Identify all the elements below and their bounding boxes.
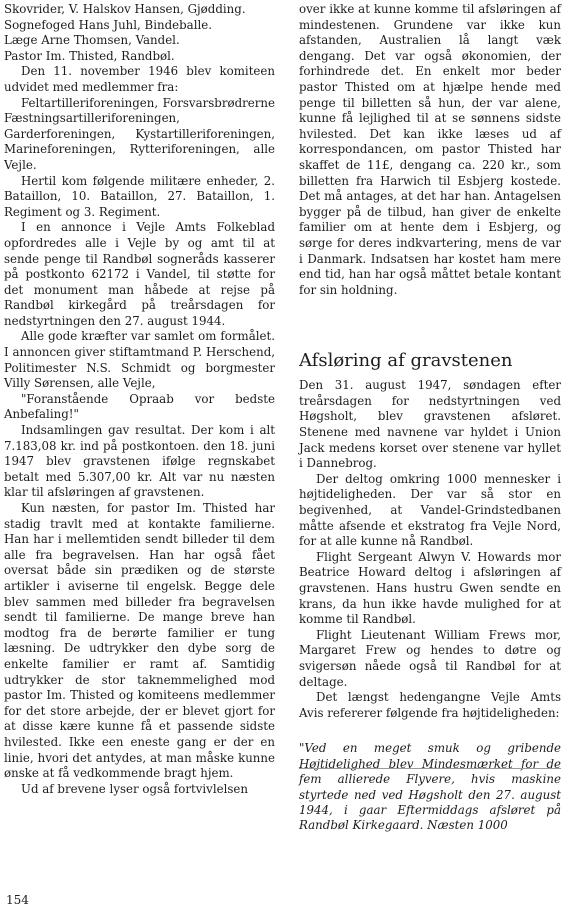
paragraph: Hertil kom følgende militære enheder, 2. Bataillon, 10. Bataillon, 27. Bataillon, 1. Regiment og 3. Regiment. — [4, 173, 275, 219]
paragraph: Feltartilleriforeningen, Forsvarsbrødrerne Fæstningsartilleriforeningen, Garderforeningen, Kystartilleriforeningen, Marineforeningen, Rytteriforeningen, alle Vejle. — [4, 95, 275, 172]
paragraph: Kun næsten, for pastor Im. Thisted har stadig travlt med at kontakte familierne. Han har i mellemtiden sendt billeder til dem alle fra begravelsen. Han har også fået oversat både sin prædiken og de største artikler i aviserne til engelsk. Begge dele blev sammen med billeder fra begravelsen sendt til familierne. De mange breve han modtog fra de berørte familier er tung læsning. De udtrykker den dybe sorg de enkelte familier er ramt af. Samtidig udtrykker de stor taknemmelighed mod pastor Im. Thisted og komiteens medlemmer for det store arbejde, der er blevet gjort for at disse kære kunne få et passende sidste hvilested. Ikke een eneste gang er der en linie, hvori det antydes, at man måske kunne ønske at få vedkommende bragt hjem. — [4, 501, 275, 781]
paragraph: Der deltog omkring 1000 mennesker i højtideligheden. Der var så stor en begivenhed, at Vandel-Grindstedbanen måtte afsende et ekstratog fra Vejle Nord, for at alle kunne nå Randbøl. — [299, 471, 561, 549]
left-column — [4, 2, 275, 797]
newspaper-quote: "Ved en meget smuk og gribende Højtidelighed blev Mindesmærket for de fem allierede Flyvere, hvis maskine styrtede ned ved Høgsholt den 27. august 1944, i gaar Eftermiddags afsløret på Randbøl Kirkegaard. Næsten 1000 — [299, 741, 561, 833]
paragraph: Sognefoged Hans Juhl, Bindeballe. — [4, 17, 212, 32]
paragraph: Den 11. november 1946 blev komiteen udvidet med medlemmer fra: — [4, 64, 275, 94]
paragraph: over ikke at kunne komme til afsløringen af mindestenen. Grundene var ikke kun afstanden, Australien lå langt væk dengang. Det var også økonomien, der forhindrede det. En enkelt mor beder pastor Thisted om at hjælpe hende med penge til billetten så hun, der var alene, kunne få lejlighed til at se sønnens sidste hvilested. Det kan ikke læses ud af korrespondancen, om pastor Thisted har skaffet de 11£, dengang ca. 220 kr., som billetten fra Harwich til Esbjerg kostede. Det må antages, at det har han. Antagelsen bygger på de tilbud, han giver de enkelte familier om at hente dem i Esbjerg, og sørge for deres indkvartering, mens de var i Danmark. Indsatsen har kostet ham mere end tid, han har også måttet betale kontant for sin holdning. — [299, 2, 561, 297]
section-body — [299, 378, 561, 721]
right-column — [299, 2, 561, 834]
paragraph: Flight Lieutenant William Frews mor, Margaret Frew og hendes to døtre og svigersøn nåede også til Randbøl for at deltage. — [299, 627, 561, 689]
paragraph: Alle gode kræfter var samlet om formålet. I annoncen giver stiftamtmand P. Herschend, Politimester N.S. Schmidt og borgmester Villy Sørensen, alle Vejle, — [4, 329, 275, 391]
paragraph: Læge Arne Thomsen, Vandel. — [4, 33, 180, 48]
footnote-rule — [299, 768, 561, 769]
paragraph: I en annonce i Vejle Amts Folkeblad opfordredes alle i Vejle by og amt til at sende penge til Randbøl sogneråds kasserer på postkonto 62172 i Vandel, til støtte for det monument man håbede at rejse på Randbøl kirkegård på treårsdagen for nedstyrtningen den 27. august 1944. — [4, 220, 275, 328]
section-heading: Afsløring af gravstenen — [299, 350, 513, 372]
paragraph: Skovrider, V. Halskov Hansen, Gjødding. — [4, 2, 246, 16]
right-column-continuation — [299, 2, 561, 298]
paragraph: Den 31. august 1947, søndagen efter treårsdagen for nedstyrtningen ved Høgsholt, blev gravstenen afsløret. Stenene med navnene var hyldet i Union Jack medens korset over stenene var hyllet i Dannebrog. — [299, 378, 561, 471]
paragraph: Indsamlingen gav resultat. Der kom i alt 7.183,08 kr. ind på postkontoen. den 18. juni 1947 blev gravstenen ifølge regnskabet betalt med 5.307,00 kr. Alt var nu næsten klar til afsløringen af gravstenen. — [4, 423, 275, 500]
page-number: 154 — [6, 893, 29, 907]
paragraph: "Foranstående Opraab vor bedste Anbefaling!" — [4, 391, 275, 422]
paragraph: Pastor Im. Thisted, Randbøl. — [4, 48, 175, 63]
paragraph: Ud af brevene lyser også fortvivlelsen — [21, 781, 249, 796]
paragraph: Det længst hedengangne Vejle Amts Avis refererer følgende fra højtideligheden: — [299, 690, 561, 720]
paragraph: Flight Sergeant Alwyn V. Howards mor Beatrice Howard deltog i afsløringen af gravstenen. Hans hustru Gwen sendte en krans, da hun ikke havde mulighed for at komme til Randbøl. — [299, 549, 561, 627]
